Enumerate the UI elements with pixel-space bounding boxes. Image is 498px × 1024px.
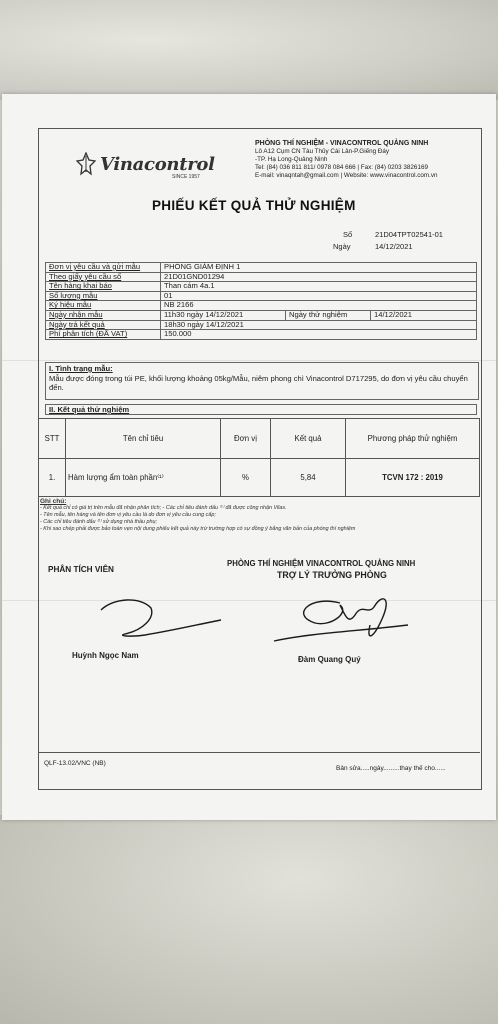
footer-divider — [38, 752, 480, 753]
info-value: Than cám 4a.1 — [161, 282, 477, 292]
document-title: PHIẾU KẾT QUẢ THỬ NGHIỆM — [152, 198, 356, 213]
note-line: - Khi sao chép phải được bảo toàn vẹn nội dung phiếu kết quả này trừ trường hợp có sự đồng ý bằng văn bản của phòng thí nghiệm — [40, 526, 356, 532]
header-name: Tên chỉ tiêu — [66, 419, 221, 459]
row-unit: % — [221, 459, 271, 497]
assistant-title: TRỢ LÝ TRƯỞNG PHÒNG — [277, 570, 387, 580]
analyst-name: Huỳnh Ngọc Nam — [72, 651, 139, 660]
analyst-signature — [95, 590, 225, 650]
edition-info: Bản sửa.....ngày.........thay thế cho...... — [336, 765, 446, 772]
test-date-value: 14/12/2021 — [371, 310, 477, 320]
company-email: E-mail: vinaqntah@gmail.com | Website: www.vinacontrol.com.vn — [255, 172, 438, 179]
company-logo — [74, 150, 224, 184]
header-result: Kết quả — [271, 419, 346, 459]
company-address: Lô A12 Cụm CN Tàu Thủy Cái Lân-P.Giếng Đáy — [255, 148, 390, 155]
test-date-label: Ngày thử nghiệm — [286, 310, 371, 320]
table-row — [39, 459, 480, 497]
sample-condition-text: Mẫu được đóng trong túi PE, khối lượng khoảng 05kg/Mẫu, niêm phong chì Vinacontrol D717295, do đơn vị yêu cầu chuyển đến. — [49, 374, 468, 392]
note-line: - Kết quả chỉ có giá trị trên mẫu đã nhận phân tích; - Các chỉ tiêu đánh dấu ⁽¹⁾ đã được công nhận Vilas. — [40, 505, 287, 511]
manager-signature — [270, 585, 410, 655]
report-number-label: Số — [343, 230, 353, 239]
company-header — [255, 140, 475, 180]
company-city: -TP. Hạ Long-Quảng Ninh — [255, 156, 328, 163]
report-date: 14/12/2021 — [375, 242, 413, 251]
info-label: Đơn vị yêu cầu và gửi mẫu — [46, 263, 161, 273]
info-value: NB 2166 — [161, 301, 477, 311]
info-row — [46, 263, 477, 273]
info-label: Ký hiệu mẫu — [46, 301, 161, 311]
row-method: TCVN 172 : 2019 — [346, 459, 480, 497]
sample-condition-section — [45, 362, 479, 400]
info-value: 21D01GND01294 — [161, 272, 477, 282]
background-marble-bottom — [0, 815, 498, 1024]
notes-section — [40, 498, 480, 533]
header-stt: STT — [39, 419, 66, 459]
report-number: 21D04TPT02541-01 — [375, 230, 443, 239]
form-code: QLF-13.02/VNC (NB) — [44, 760, 106, 767]
info-row — [46, 330, 477, 340]
results-section-title: II. Kết quả thử nghiệm — [45, 404, 477, 415]
company-name: PHÒNG THÍ NGHIỆM - VINACONTROL QUẢNG NINH — [255, 140, 429, 147]
section-title: I. Tình trạng mẫu: — [49, 364, 113, 373]
info-row — [46, 291, 477, 301]
header-unit: Đơn vị — [221, 419, 271, 459]
note-line: - Tên mẫu, tên hàng và tên đơn vị yêu cầu là do đơn vị yêu cầu cung cấp; — [40, 512, 216, 518]
vinacontrol-emblem-icon — [76, 152, 96, 176]
header-method: Phương pháp thử nghiệm — [346, 419, 480, 459]
lab-title: PHÒNG THÍ NGHIỆM VINACONTROL QUẢNG NINH — [227, 559, 416, 568]
info-value: 150.000 — [161, 330, 477, 340]
analyst-title: PHÂN TÍCH VIÊN — [48, 565, 114, 574]
info-value: 01 — [161, 291, 477, 301]
info-label: Ngày nhận mẫu — [46, 310, 161, 320]
background-marble-top — [0, 0, 498, 100]
info-label: Theo giấy yêu cầu số — [46, 272, 161, 282]
info-label: Ngày trả kết quả — [46, 320, 161, 330]
info-label: Tên hàng khai báo — [46, 282, 161, 292]
row-result: 5,84 — [271, 459, 346, 497]
notes-title: Ghi chú: — [40, 498, 67, 505]
row-name: Hàm lượng ẩm toàn phần⁽¹⁾ — [66, 459, 221, 497]
info-value: 11h30 ngày 14/12/2021 — [161, 310, 286, 320]
info-value: 18h30 ngày 14/12/2021 — [161, 320, 477, 330]
info-label: Phí phân tích (ĐÃ VAT) — [46, 330, 161, 340]
row-stt: 1. — [39, 459, 66, 497]
sample-info-table — [45, 262, 477, 340]
info-value: PHÒNG GIÁM ĐỊNH 1 — [161, 263, 477, 273]
info-row — [46, 282, 477, 292]
manager-name: Đàm Quang Quý — [298, 655, 361, 664]
results-table — [38, 418, 480, 497]
results-header-row — [39, 419, 480, 459]
note-line: - Các chỉ tiêu đánh dấu ⁽²⁾ sử dụng nhà thầu phụ; — [40, 519, 157, 525]
info-row — [46, 310, 477, 320]
logo-since: SINCE 1957 — [172, 174, 200, 180]
logo-wordmark: Vinacontrol — [100, 154, 215, 175]
report-date-label: Ngày — [333, 242, 351, 251]
company-phone: Tel: (84) 036 811 811/ 0978 084 666 | Fax: (84) 0203 3826169 — [255, 164, 428, 171]
info-label: Số lượng mẫu — [46, 291, 161, 301]
